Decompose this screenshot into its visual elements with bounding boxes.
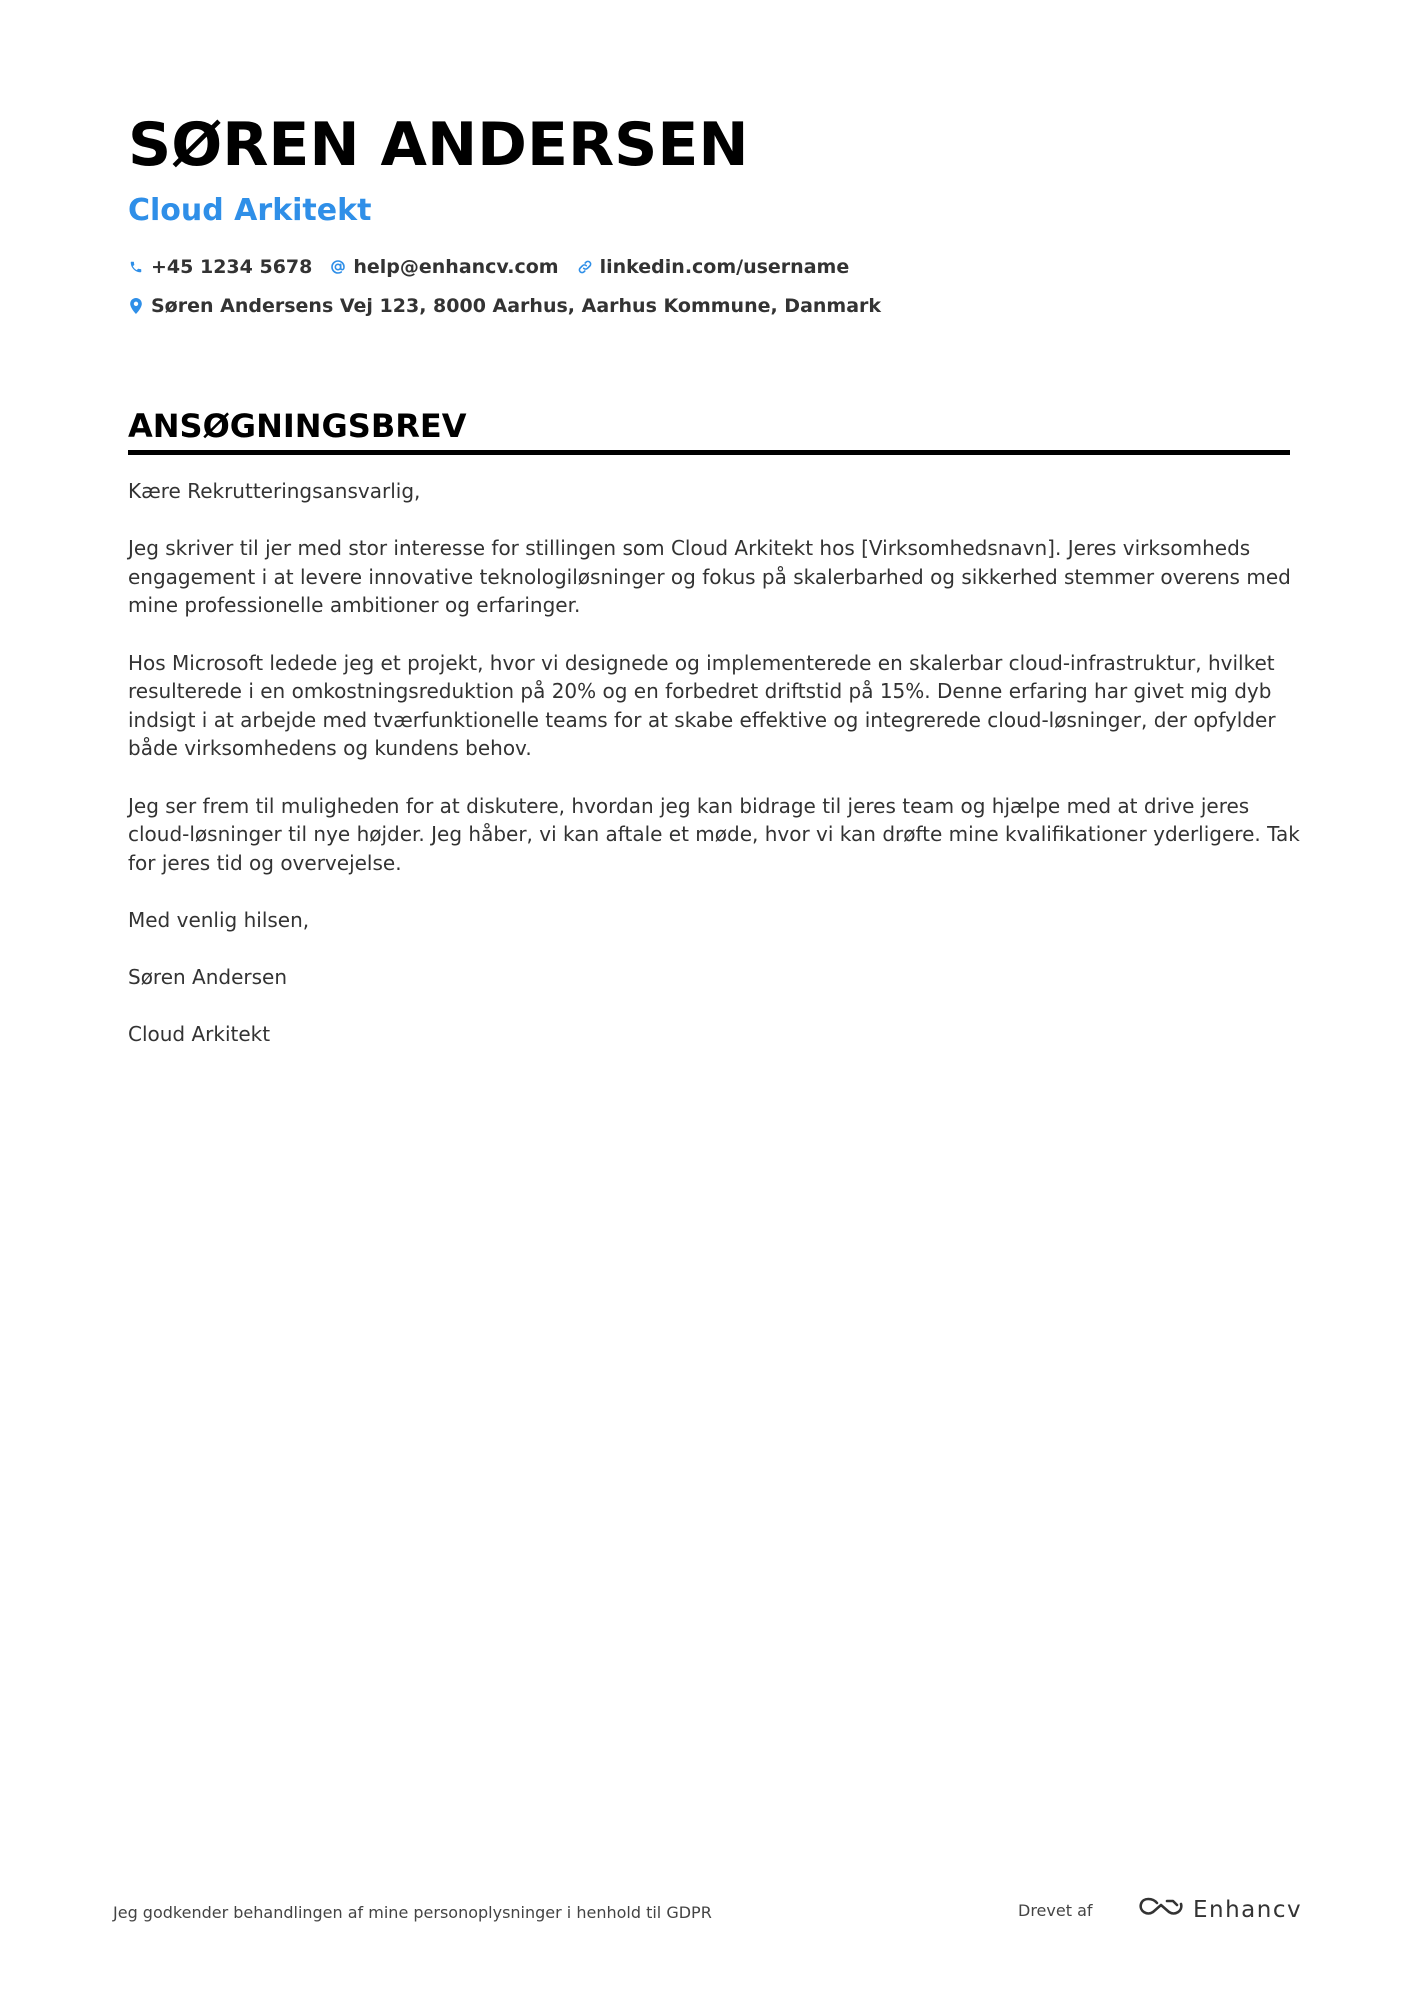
phone-icon — [128, 258, 144, 276]
contact-linkedin — [577, 254, 850, 280]
link-icon — [577, 258, 593, 276]
enhancv-brand-text: Enhancv — [1193, 1897, 1303, 1923]
contact-row-primary — [128, 254, 867, 280]
enhancv-logo[interactable] — [1137, 1895, 1302, 1925]
contact-row-address — [128, 293, 899, 319]
signature-title: Cloud Arkitekt — [128, 1022, 271, 1047]
email-address[interactable]: help@enhancv.com — [353, 256, 559, 278]
paragraph-1: Jeg skriver til jer med stor interesse for stillingen som Cloud Arkitekt hos [Virksomhedsnavn]. Jeres virksomheds engagement i at levere innovative teknologiløsninger og fokus på skalerbarhed og sikkerhed stemmer overens med mine professionelle ambitioner og erfaringer. — [128, 536, 1291, 618]
powered-by-label: Drevet af — [1018, 1901, 1093, 1920]
contact-phone — [128, 254, 312, 280]
cover-letter-page — [128, 0, 1300, 1995]
contact-email — [330, 254, 558, 280]
closing: Med venlig hilsen, — [128, 907, 310, 932]
paragraph-3: Jeg ser frem til muligheden for at diskutere, hvordan jeg kan bidrage til jeres team og hjælpe med at drive jeres cloud-løsninger til nye højder. Jeg håber, vi kan aftale et møde, hvor vi kan drøfte mine kvalifikationer yderligere. Tak for jeres tid og overvejelse. — [128, 793, 1300, 875]
salutation: Kære Rekrutteringsansvarlig, — [128, 479, 421, 503]
gdpr-consent: Jeg godkender behandlingen af mine personoplysninger i henhold til GDPR — [113, 1903, 712, 1922]
footer — [113, 1893, 1303, 1933]
enhancv-logo-icon — [1137, 1895, 1185, 1925]
signature-name: Søren Andersen — [128, 965, 288, 990]
letter-body — [128, 477, 1303, 1077]
applicant-title: Cloud Arkitekt — [128, 193, 372, 228]
address-text: Søren Andersens Vej 123, 8000 Aarhus, Aarhus Kommune, Danmark — [151, 295, 882, 317]
linkedin-url[interactable]: linkedin.com/username — [599, 256, 850, 278]
location-pin-icon — [128, 297, 144, 315]
section-heading: ANSØGNINGSBREV — [128, 406, 1290, 455]
contact-address — [128, 293, 881, 319]
applicant-name: SØREN ANDERSEN — [128, 110, 749, 180]
paragraph-2: Hos Microsoft ledede jeg et projekt, hvor vi designede og implementerede en skalerbar cloud-infrastruktur, hvilket resulterede i en omkostningsreduktion på 20% og en forbedret driftstid på 15%. Denne erfaring har givet mig dyb indsigt i at arbejde med tværfunktionelle teams for at skabe effektive og integrerede cloud-løsninger, der opfylder både virksomhedens og kundens behov. — [128, 650, 1276, 761]
at-icon — [330, 258, 346, 276]
phone-number: +45 1234 5678 — [151, 256, 313, 278]
